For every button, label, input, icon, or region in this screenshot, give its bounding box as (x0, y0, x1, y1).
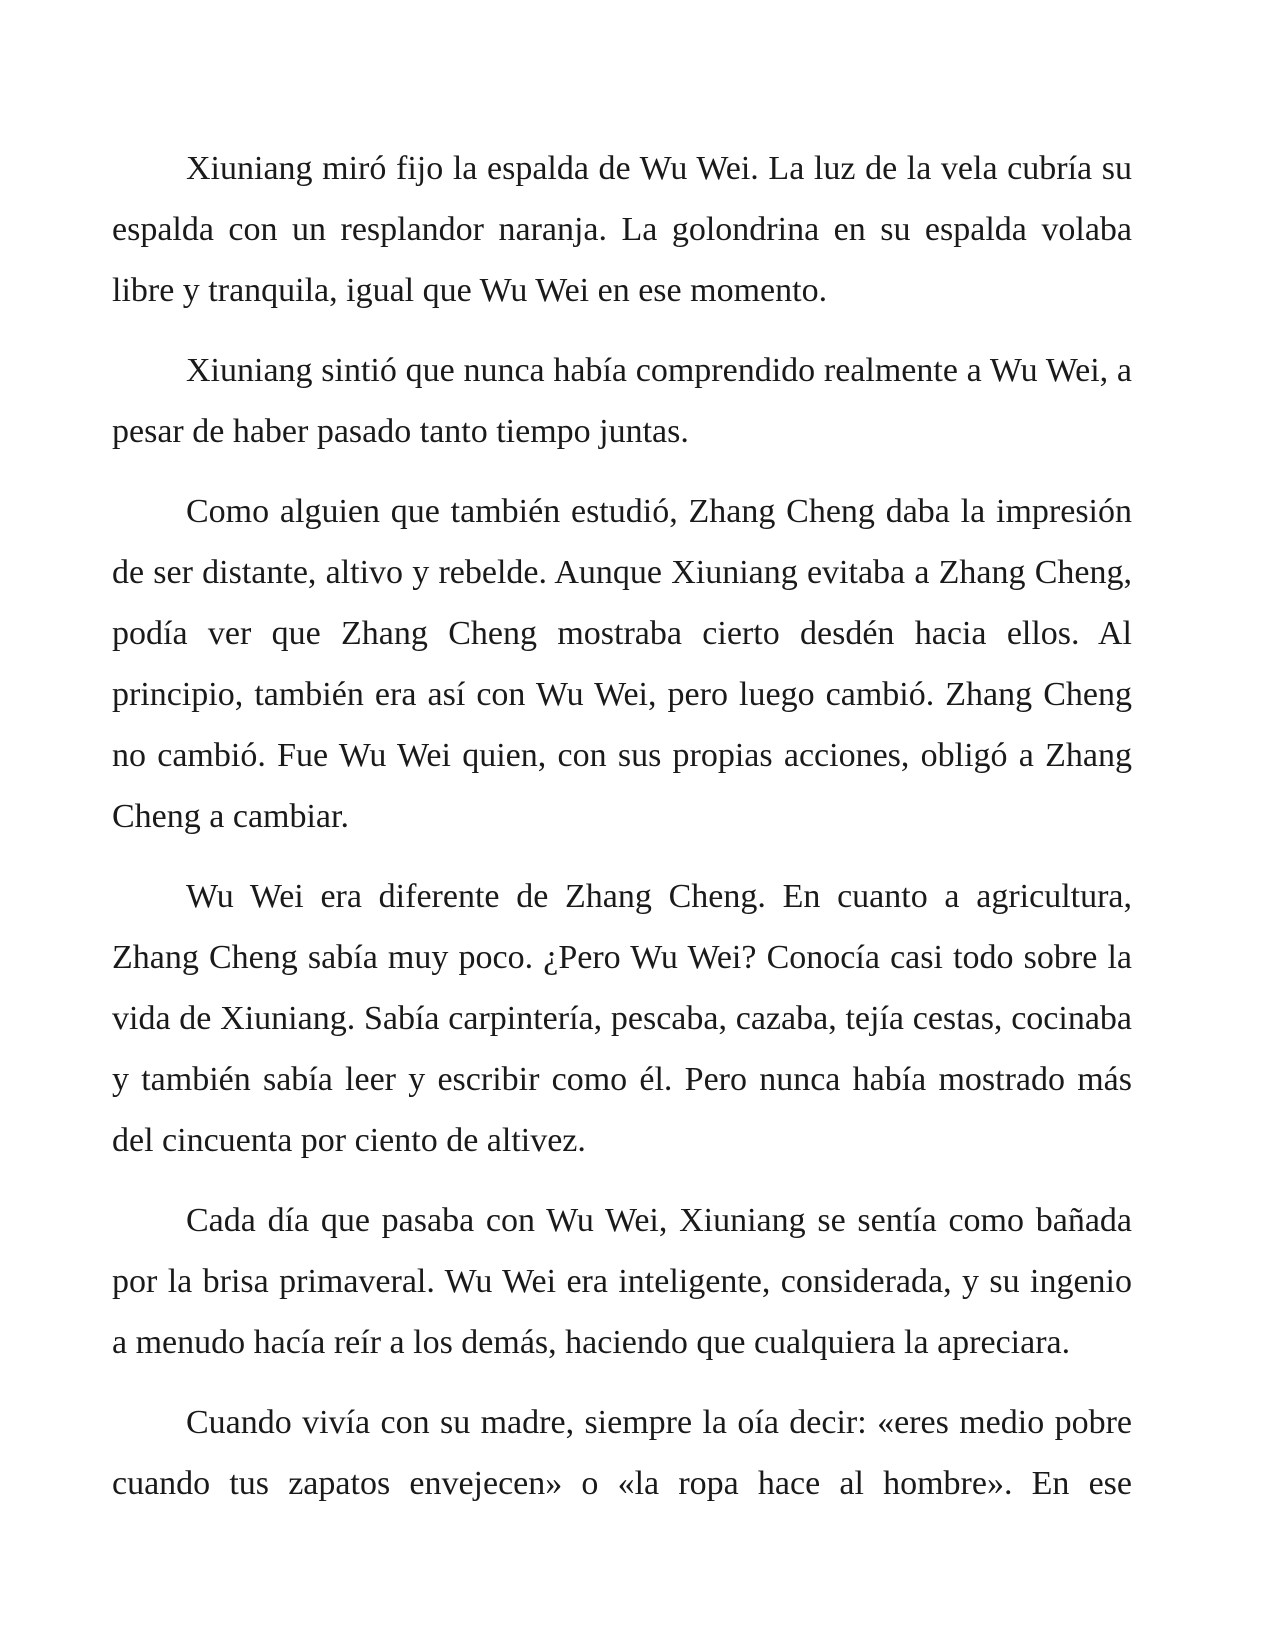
paragraph-6: Cuando vivía con su madre, siempre la oía decir: «eres medio pobre cuando tus zapatos envejecen» o «la ropa hace al hombre». En ese (112, 1404, 1132, 1502)
paragraph-4: Wu Wei era diferente de Zhang Cheng. En cuanto a agricultura, Zhang Cheng sabía muy poco. ¿Pero Wu Wei? Conocía casi todo sobre la vida de Xiuniang. Sabía carpintería, pescaba, cazaba, tejía cestas, cocinaba y también sabía leer y escribir como él. Pero nunca había mostrado más del cincuenta por ciento de altivez. (112, 878, 1132, 1159)
paragraph-2: Xiuniang sintió que nunca había comprendido realmente a Wu Wei, a pesar de haber pasado tanto tiempo juntas. (112, 352, 1132, 450)
paragraph-5: Cada día que pasaba con Wu Wei, Xiuniang se sentía como bañada por la brisa primaveral. Wu Wei era inteligente, considerada, y su ingenio a menudo hacía reír a los demás, haciendo que cualquiera la apreciara. (112, 1202, 1132, 1361)
paragraph-3: Como alguien que también estudió, Zhang Cheng daba la impresión de ser distante, altivo y rebelde. Aunque Xiuniang evitaba a Zhang Cheng, podía ver que Zhang Cheng mostraba cierto desdén hacia ellos. Al principio, también era así con Wu Wei, pero luego cambió. Zhang Cheng no cambió. Fue Wu Wei quien, con sus propias acciones, obligó a Zhang Cheng a cambiar. (112, 493, 1132, 835)
body-text (112, 138, 1132, 1533)
paragraph-1: Xiuniang miró fijo la espalda de Wu Wei. La luz de la vela cubría su espalda con un resplandor naranja. La golondrina en su espalda volaba libre y tranquila, igual que Wu Wei en ese momento. (112, 150, 1132, 309)
